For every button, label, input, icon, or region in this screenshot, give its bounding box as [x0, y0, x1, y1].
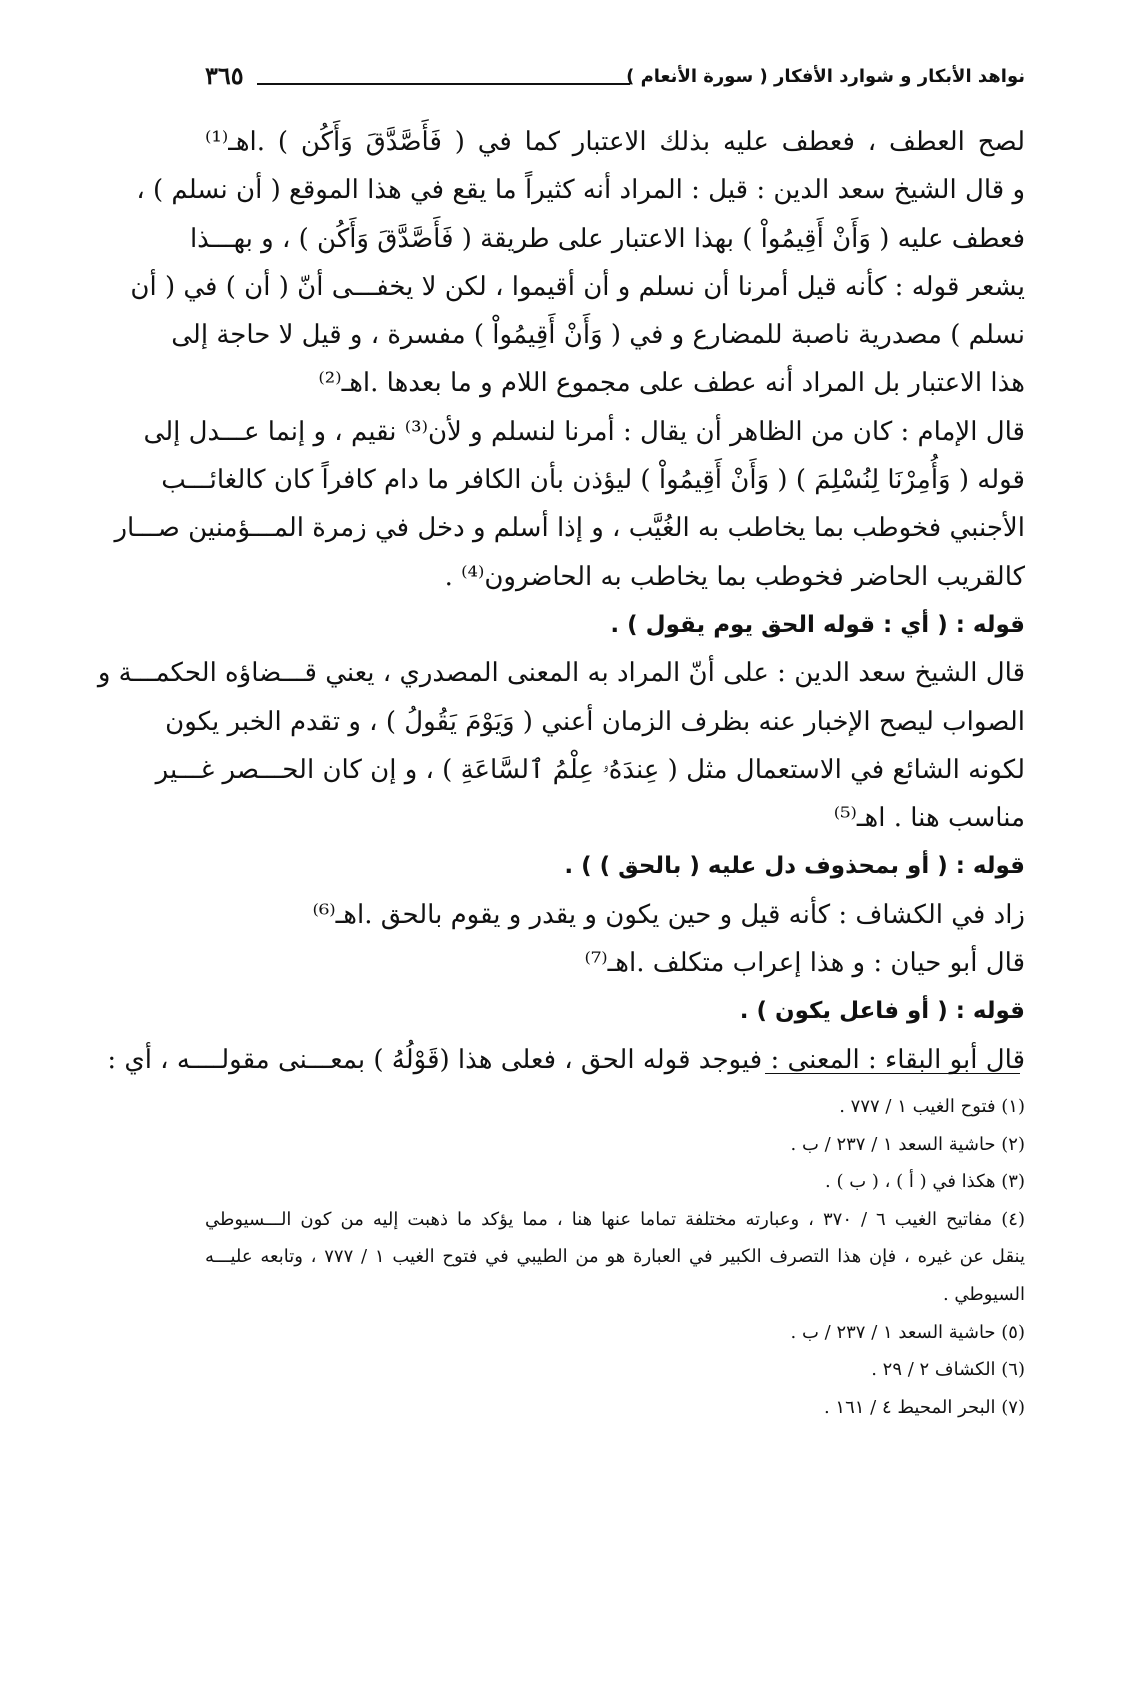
- body-line: فعطف عليه ( وَأَنْ أَقِيمُواْ ) بهذا الاعتبار على طريقة ( فَأَصَّدَّقَ وَأَكُن ) ، و بهـــذا: [189, 223, 1025, 254]
- footnote-separator: [765, 1073, 1020, 1074]
- body-text: [97, 118, 1025, 1084]
- header-rule: [257, 83, 630, 85]
- footnote: (٧) البحر المحيط ٤ / ١٦١ .: [823, 1396, 1025, 1418]
- footnote: (٢) حاشية السعد ١ / ٢٣٧ / ب .: [790, 1133, 1025, 1155]
- section-heading: قوله : ( أو بمحذوف دل عليه ( بالحق ) ) .: [564, 853, 1025, 880]
- footnotes: [205, 1088, 1025, 1426]
- body-line: مناسب هنا . اهـ⁽⁵⁾: [833, 803, 1025, 834]
- body-line: قال أبو حيان : و هذا إعراب متكلف .اهـ⁽⁷⁾: [584, 948, 1025, 979]
- body-line: قال أبو البقاء : المعنى : فيوجد قوله الحق ، فعلى هذا (قَوْلُهُ ) بمعـــنى مقولــــه ، أي :: [107, 1044, 1025, 1075]
- page-number: ٣٦٥: [205, 61, 244, 90]
- section-heading: قوله : ( أو فاعل يكون ) .: [739, 998, 1025, 1025]
- body-line: الصواب ليصح الإخبار عنه بظرف الزمان أعني ( وَيَوْمَ يَقُولُ ) ، و تقدم الخبر يكون: [165, 706, 1025, 737]
- body-line: قوله ( وَأُمِرْنَا لِنُسْلِمَ ) ( وَأَنْ أَقِيمُواْ ) ليؤذن بأن الكافر ما دام كافراً كان كالغائـــب: [161, 465, 1025, 496]
- body-line: قال الإمام : كان من الظاهر أن يقال : أمرنا لنسلم و لأن⁽³⁾ نقيم ، و إنما عـــدل إلى: [143, 416, 1025, 447]
- footnote: ينقل عن غيره ، فإن هذا التصرف الكبير في العبارة هو من الطيبي في فتوح الغيب ١ / ٧٧٧ ، وتابعه عليـــه: [205, 1246, 1025, 1268]
- body-line: كالقريب الحاضر فخوطب بما يخاطب به الحاضرون⁽⁴⁾ .: [444, 561, 1025, 592]
- body-line: قال الشيخ سعد الدين : على أنّ المراد به المعنى المصدري ، يعني قـــضاؤه الحكمـــة و: [97, 658, 1025, 689]
- running-header: [205, 58, 1025, 98]
- footnote: (١) فتوح الغيب ١ / ٧٧٧ .: [839, 1096, 1025, 1117]
- body-line: لكونه الشائع في الاستعمال مثل ( عِندَهُۥ عِلْمُ ٱلسَّاعَةِ ) ، و إن كان الحـــصر غـــير: [155, 754, 1025, 785]
- header-title: نواهد الأبكار و شوارد الأفكار ( سورة الأنعام ): [626, 66, 1025, 87]
- body-line: هذا الاعتبار بل المراد أنه عطف على مجموع اللام و ما بعدها .اهـ⁽²⁾: [318, 368, 1025, 399]
- body-line: و قال الشيخ سعد الدين : قيل : المراد أنه كثيراً ما يقع في هذا الموقع ( أن نسلم ) ،: [136, 175, 1025, 206]
- section-heading: قوله : ( أي : قوله الحق يوم يقول ) .: [610, 611, 1025, 638]
- footnote: (٦) الكشاف ٢ / ٢٩ .: [871, 1359, 1025, 1381]
- body-line: الأجنبي فخوطب بما يخاطب به الغُيَّب ، و إذا أسلم و دخل في زمرة المـــؤمنين صـــار: [114, 513, 1025, 544]
- body-line: زاد في الكشاف : كأنه قيل و حين يكون و يقدر و يقوم بالحق .اهـ⁽⁶⁾: [312, 899, 1025, 930]
- footnote: (٥) حاشية السعد ١ / ٢٣٧ / ب .: [790, 1321, 1025, 1343]
- body-line: نسلم ) مصدرية ناصبة للمضارع و في ( وَأَنْ أَقِيمُواْ ) مفسرة ، و قيل لا حاجة إلى: [171, 320, 1025, 351]
- footnote: (٤) مفاتيح الغيب ٦ / ٣٧٠ ، وعبارته مختلفة تماما عنها هنا ، مما يؤكد ما ذهبت إليه من كون الـــسيوطي: [205, 1208, 1025, 1230]
- footnote: السيوطي .: [942, 1283, 1025, 1305]
- body-line: لصح العطف ، فعطف عليه بذلك الاعتبار كما في ( فَأَصَّدَّقَ وَأَكُن ) .اهـ⁽¹⁾: [205, 127, 1025, 157]
- body-line: يشعر قوله : كأنه قيل أمرنا أن نسلم و أن أقيموا ، لكن لا يخفـــى أنّ ( أن ) في ( أن: [130, 271, 1025, 302]
- footnote: (٣) هكذا في ( أ ) ، ( ب ) .: [825, 1171, 1025, 1193]
